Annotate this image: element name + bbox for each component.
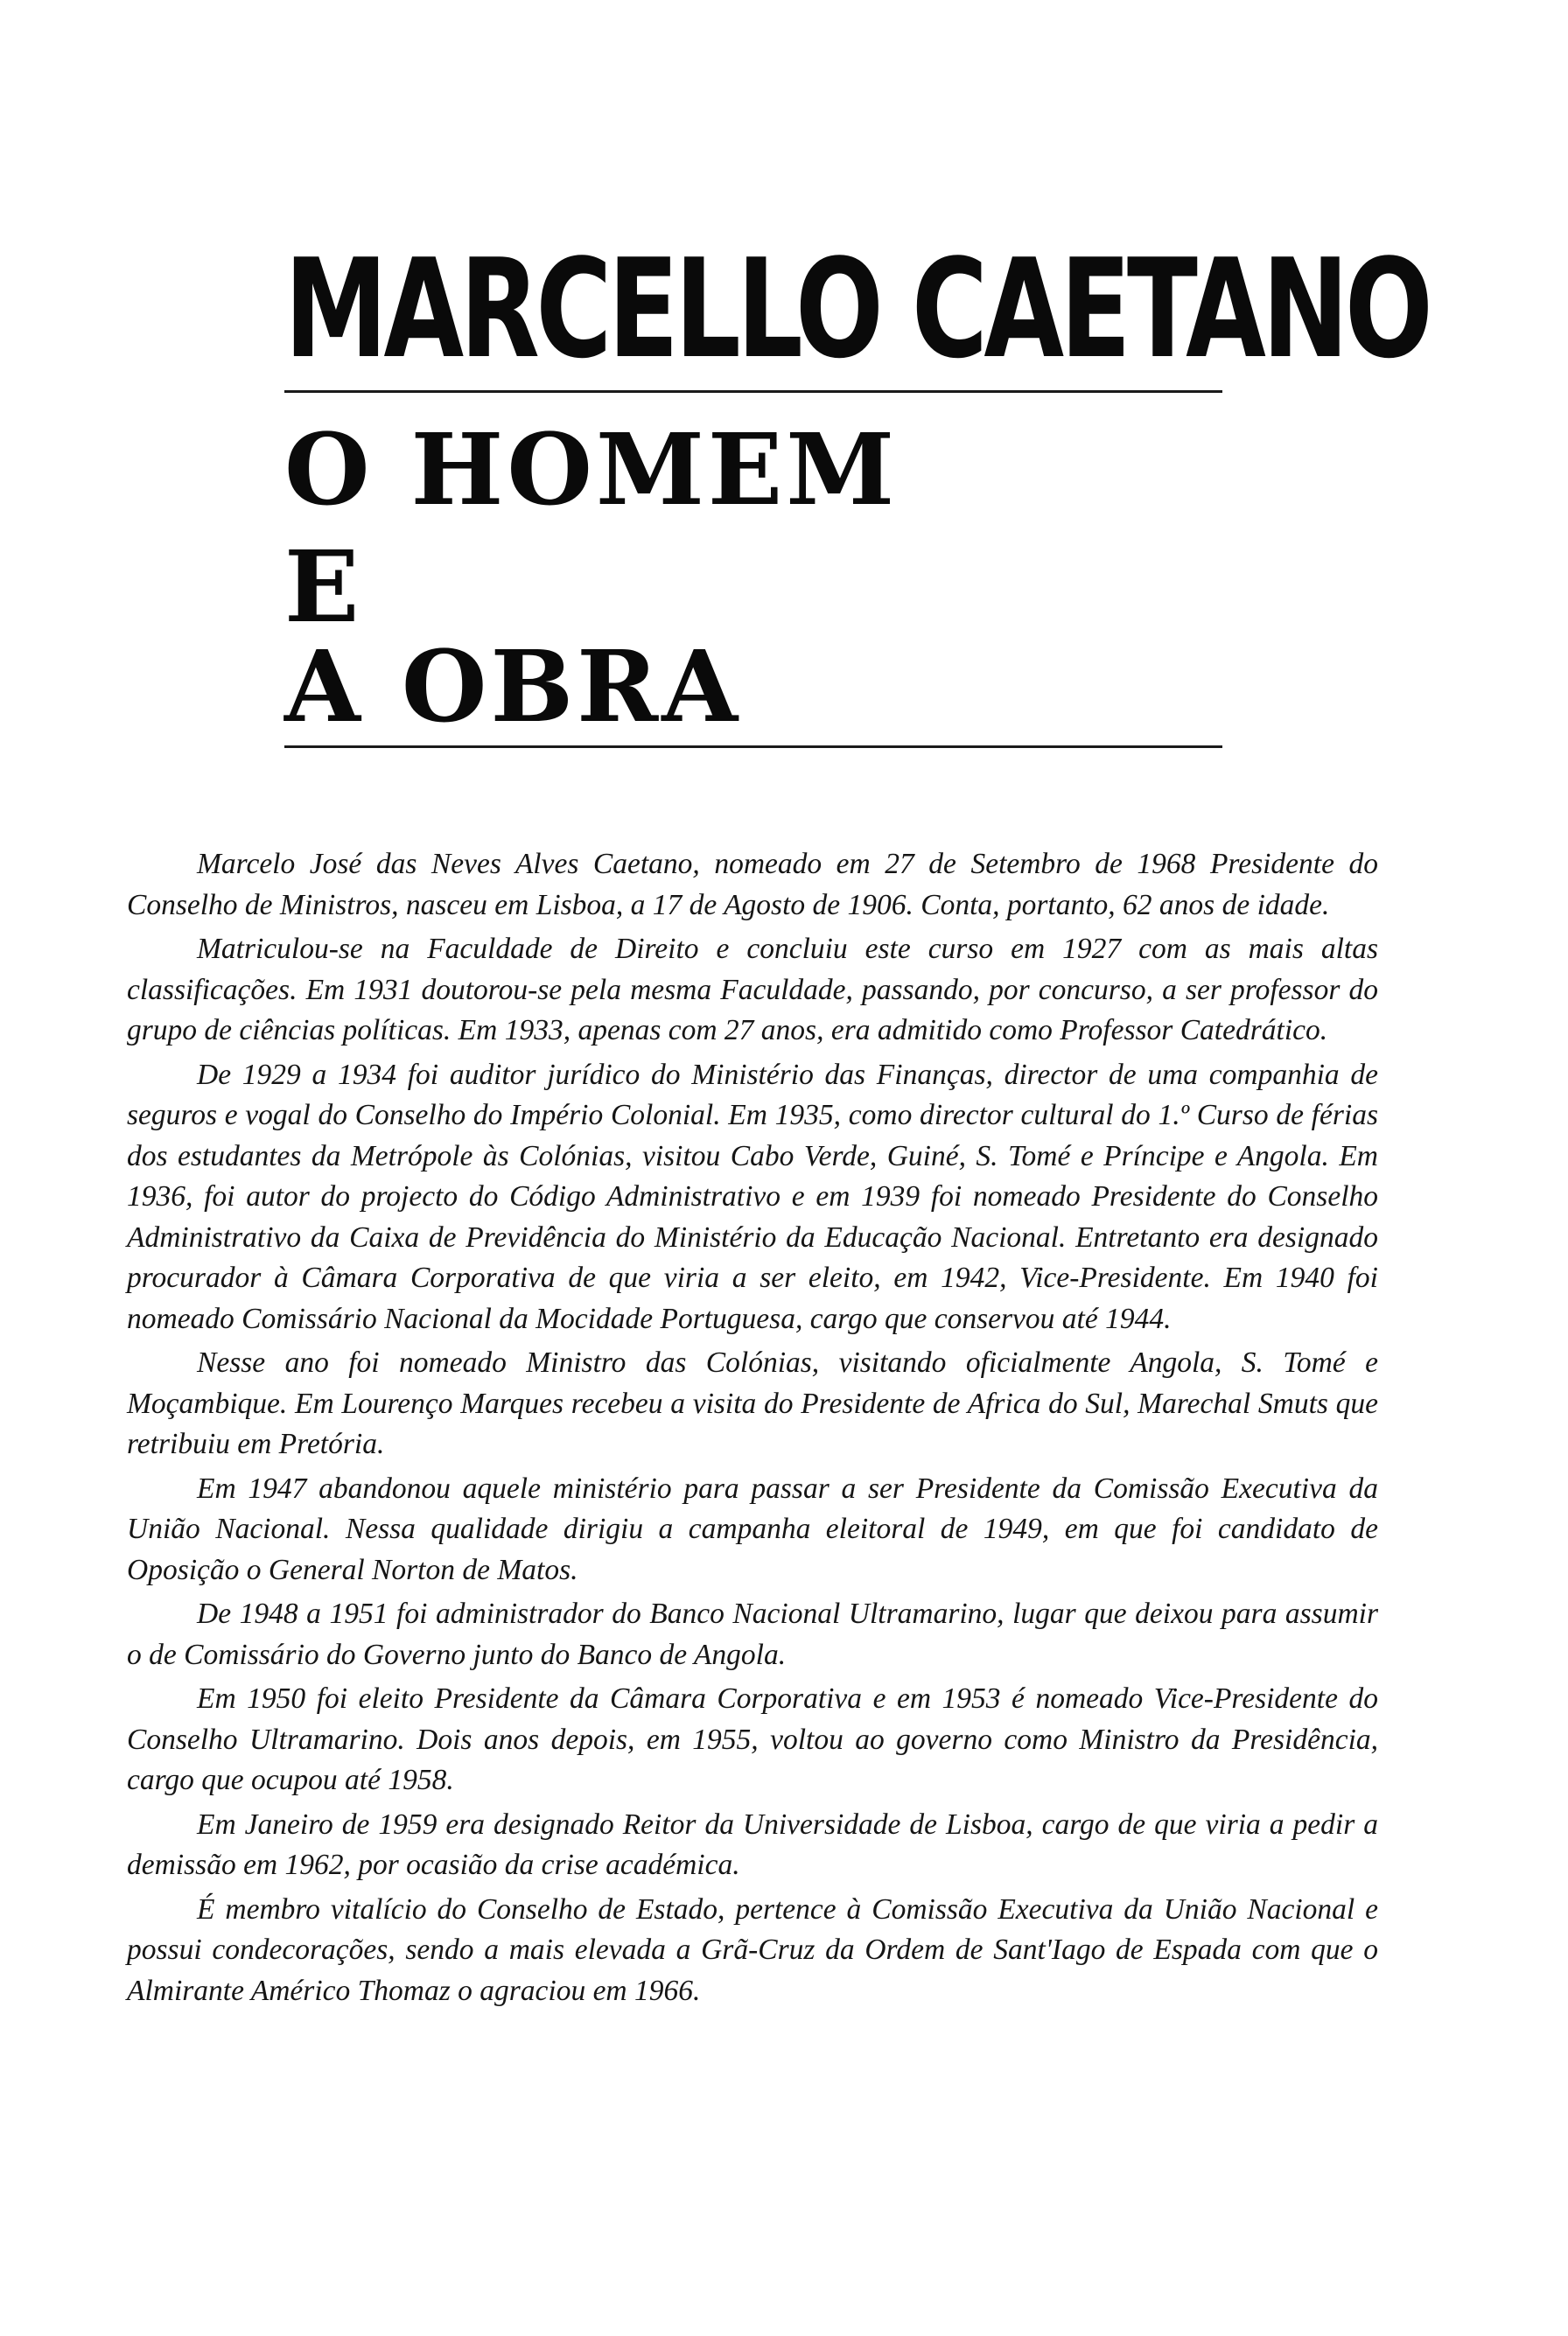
subtitle-line-1: O HOMEM [284, 413, 899, 528]
paragraph-2: Matriculou-se na Faculdade de Direito e concluiu este curso em 1927 com as mais altas classificações. Em 1931 doutorou-se pela mesma Faculdade, passando, por concurso, a ser professor do grupo de ciências políticas. Em 1933, apenas com 27 anos, era admitido como Professor Catedrático. [127, 933, 1378, 1046]
document-title: MARCELLO CAETANO [284, 229, 1430, 388]
paragraph-9: É membro vitalício do Conselho de Estado, pertence à Comissão Executiva da União Nacional e possui condecorações, sendo a mais elevada a Grã-Cruz da Ordem de Sant'Iago de Espada com que o Almirante Américo Thomaz o agraciou em 1966. [127, 1892, 1378, 2007]
paragraph-6: De 1948 a 1951 foi administrador do Banco Nacional Ultramarino, lugar que deixou para assumir o de Comissário do Governo junto do Banco de Angola. [127, 1598, 1378, 1671]
paragraph-4: Nesse ano foi nomeado Ministro das Colónias, visitando oficialmente Angola, S. Tomé e Moçambique. Em Lourenço Marques recebeu a visita do Presidente de Africa do Sul, Marechal Smuts que retribuiu em Pretória. [127, 1346, 1378, 1460]
subtitle-line-3: A OBRA [284, 630, 742, 745]
paragraph-3: De 1929 a 1934 foi auditor jurídico do Ministério das Finanças, director de uma companhia de seguros e vogal do Conselho do Império Colonial. Em 1935, como director cultural do 1.º Curso de férias dos estudantes da Metrópole às Colónias, visitou Cabo Verde, Guiné, S. Tomé e Príncipe e Angola. Em 1936, foi autor do projecto do Código Administrativo e em 1939 foi nomeado Presidente do Conselho Administrativo da Caixa de Previdência do Ministério da Educação Nacional. Entretanto era designado procurador à Câmara Corporativa de que viria a ser eleito, em 1942, Vice-Presidente. Em 1940 foi nomeado Comissário Nacional da Mocidade Portuguesa, cargo que conservou até 1944. [127, 1058, 1378, 1335]
title-rule-bottom [284, 745, 1222, 748]
paragraph-1: Marcelo José das Neves Alves Caetano, nomeado em 27 de Setembro de 1968 Presidente do Conselho de Ministros, nasceu em Lisboa, a 17 de Agosto de 1906. Conta, portanto, 62 anos de idade. [127, 848, 1378, 921]
biography-body [127, 844, 1378, 2015]
paragraph-8: Em Janeiro de 1959 era designado Reitor da Universidade de Lisboa, cargo de que viria a pedir a demissão em 1962, por ocasião da crise académica. [127, 1808, 1378, 1881]
title-rule-top [284, 390, 1222, 393]
paragraph-5: Em 1947 abandonou aquele ministério para passar a ser Presidente da Comissão Executiva da União Nacional. Nessa qualidade dirigiu a campanha eleitoral de 1949, em que foi candidato de Oposição o General Norton de Matos. [127, 1472, 1378, 1586]
subtitle-line-2: E [284, 530, 363, 645]
paragraph-7: Em 1950 foi eleito Presidente da Câmara Corporativa e em 1953 é nomeado Vice-Presidente do Conselho Ultramarino. Dois anos depois, em 1955, voltou ao governo como Ministro da Presidência, cargo que ocupou até 1958. [127, 1682, 1378, 1796]
